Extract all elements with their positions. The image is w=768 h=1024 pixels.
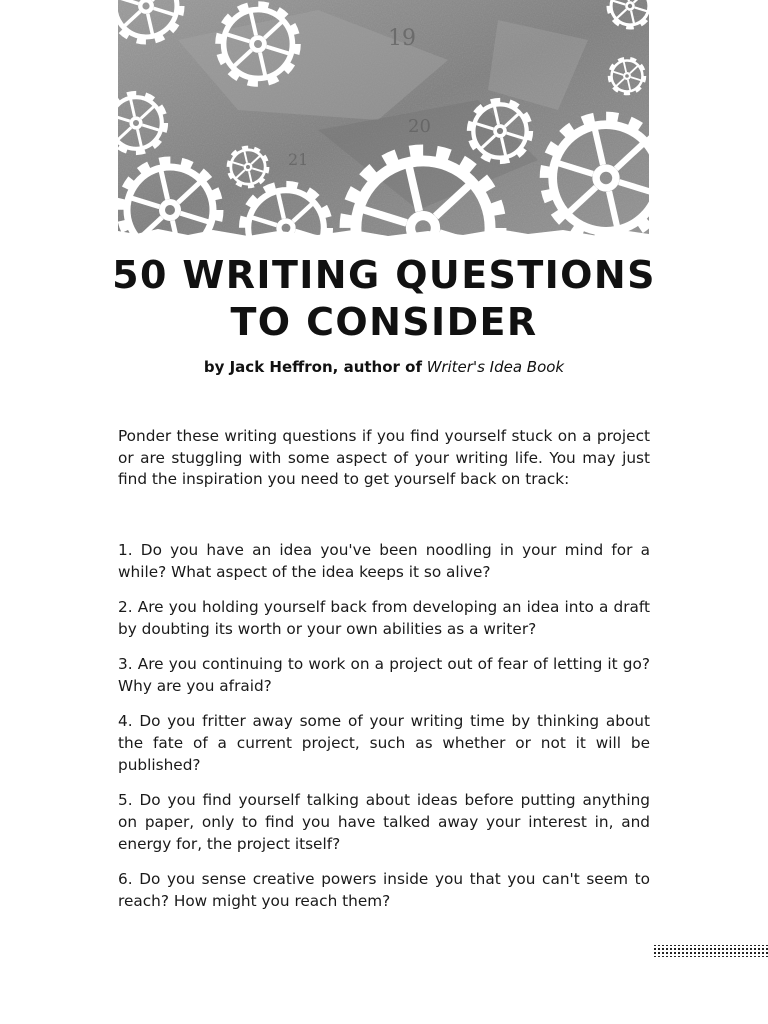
byline-book-title: Writer's Idea Book [426, 358, 565, 376]
banner-number-19: 19 [388, 26, 416, 51]
dotted-stripe-decoration [654, 944, 768, 958]
question-item: 1. Do you have an idea you've been noodling in your mind for a while? What aspect of the idea keeps it so alive? [118, 541, 650, 581]
intro-paragraph: Ponder these writing questions if you find yourself stuck on a project or are stuggling with some aspect of your writing life. You may just find the inspiration you need to get yourself back on track: [118, 427, 650, 488]
question-item: 4. Do you fritter away some of your writing time by thinking about the fate of a current project, such as whether or not it will be published? [118, 712, 650, 774]
banner-number-20: 20 [408, 116, 431, 137]
question-item: 2. Are you holding yourself back from developing an idea into a draft by doubting its worth or your own abilities as a writer? [118, 598, 650, 638]
byline-author: by Jack Heffron, author of [203, 358, 422, 376]
questions-list [118, 540, 650, 926]
question-item: 3. Are you continuing to work on a project out of fear of letting it go? Why are you afraid? [118, 655, 650, 695]
title-line-1: 50 WRITING QUESTIONS [112, 253, 656, 297]
byline [0, 357, 768, 377]
question-item: 5. Do you find yourself talking about ideas before putting anything on paper, only to find you have talked away your interest in, and energy for, the project itself? [118, 791, 650, 853]
question-item: 6. Do you sense creative powers inside you that you can't seem to reach? How might you reach them? [118, 870, 650, 910]
gears-banner-image [118, 0, 649, 238]
page-title [0, 252, 768, 346]
title-line-2: TO CONSIDER [230, 300, 538, 344]
banner-number-21: 21 [288, 150, 309, 169]
